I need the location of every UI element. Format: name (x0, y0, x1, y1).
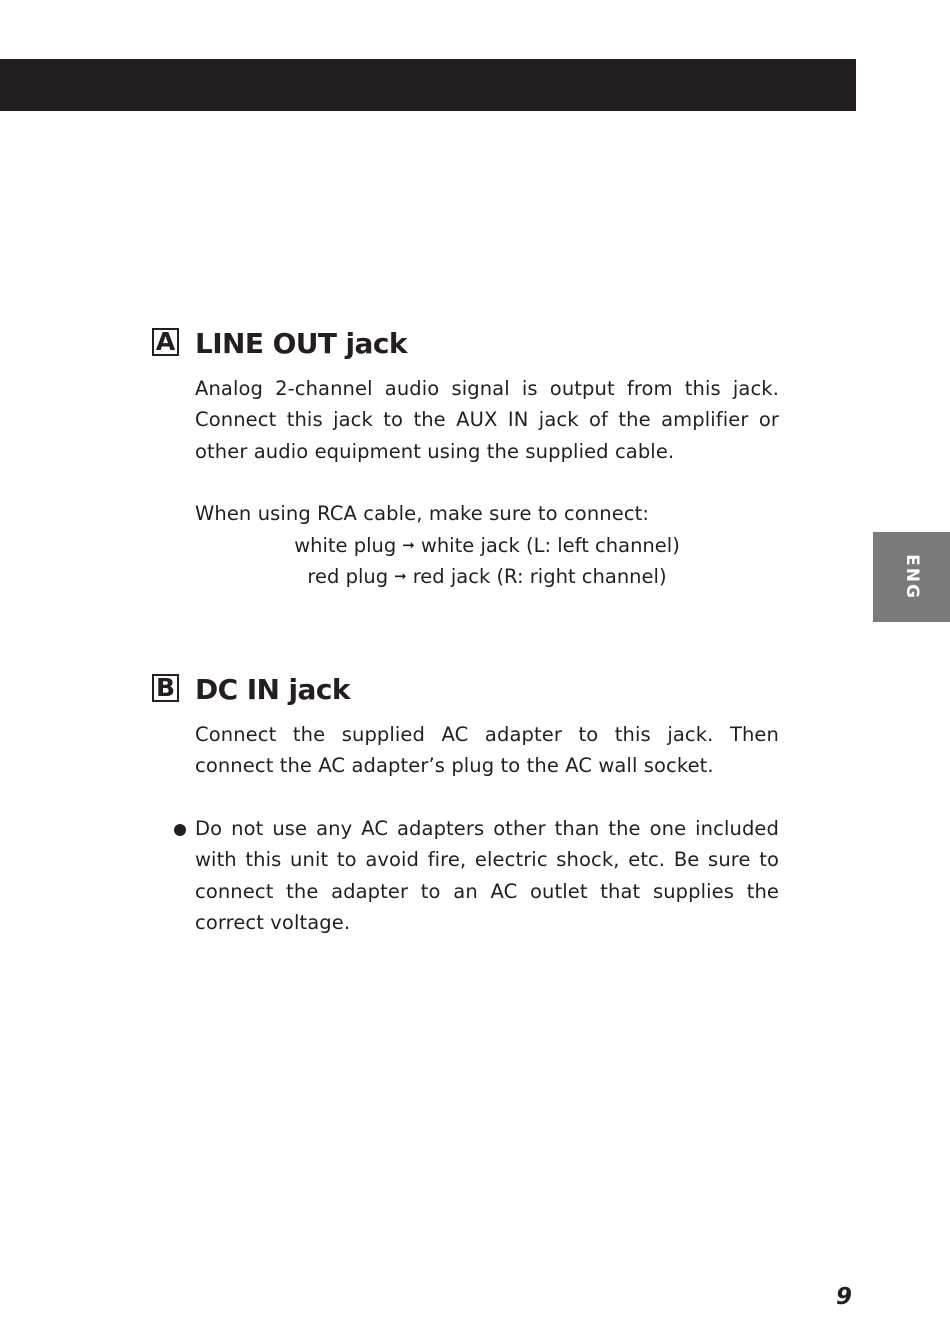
section-paragraph: Connect the supplied AC adapter to this jack. Then connect the AC adapter’s plug to the AC wall socket. (195, 723, 779, 778)
connection-jack: red jack (R: right channel) (412, 565, 667, 589)
note-text: Do not use any AC adapters other than the one included with this unit to avoid fire, electric shock, etc. Be sure to connect the adapter to an AC outlet that supplies the correct voltage. (195, 816, 779, 935)
language-tab-label: ENG (901, 554, 922, 600)
section-title: LINE OUT jack (195, 327, 407, 360)
section-heading (150, 326, 790, 366)
connection-row (195, 530, 779, 561)
section-dc-in (150, 672, 790, 938)
section-line-out (150, 326, 790, 592)
note-item (150, 813, 790, 939)
arrow-right-icon: ➞ (402, 535, 415, 554)
page-number: 9 (836, 1284, 853, 1310)
header-bar (0, 59, 856, 111)
connection-plug: white plug (294, 533, 397, 557)
bullet-icon (174, 824, 186, 836)
language-tab (873, 532, 950, 622)
section-letter-box: A (152, 328, 179, 356)
section-title: DC IN jack (195, 673, 350, 706)
connection-row (195, 561, 779, 592)
arrow-right-icon: ➞ (394, 567, 407, 586)
connection-jack: white jack (L: left channel) (420, 533, 680, 557)
connection-plug: red plug (307, 565, 389, 589)
rca-intro: When using RCA cable, make sure to connect: (195, 502, 650, 526)
section-paragraph: Analog 2-channel audio signal is output from this jack. Connect this jack to the AUX IN jack of the amplifier or other audio equipment using the supplied cable. (195, 377, 779, 463)
section-heading (150, 672, 790, 712)
section-letter-box: B (152, 674, 179, 702)
